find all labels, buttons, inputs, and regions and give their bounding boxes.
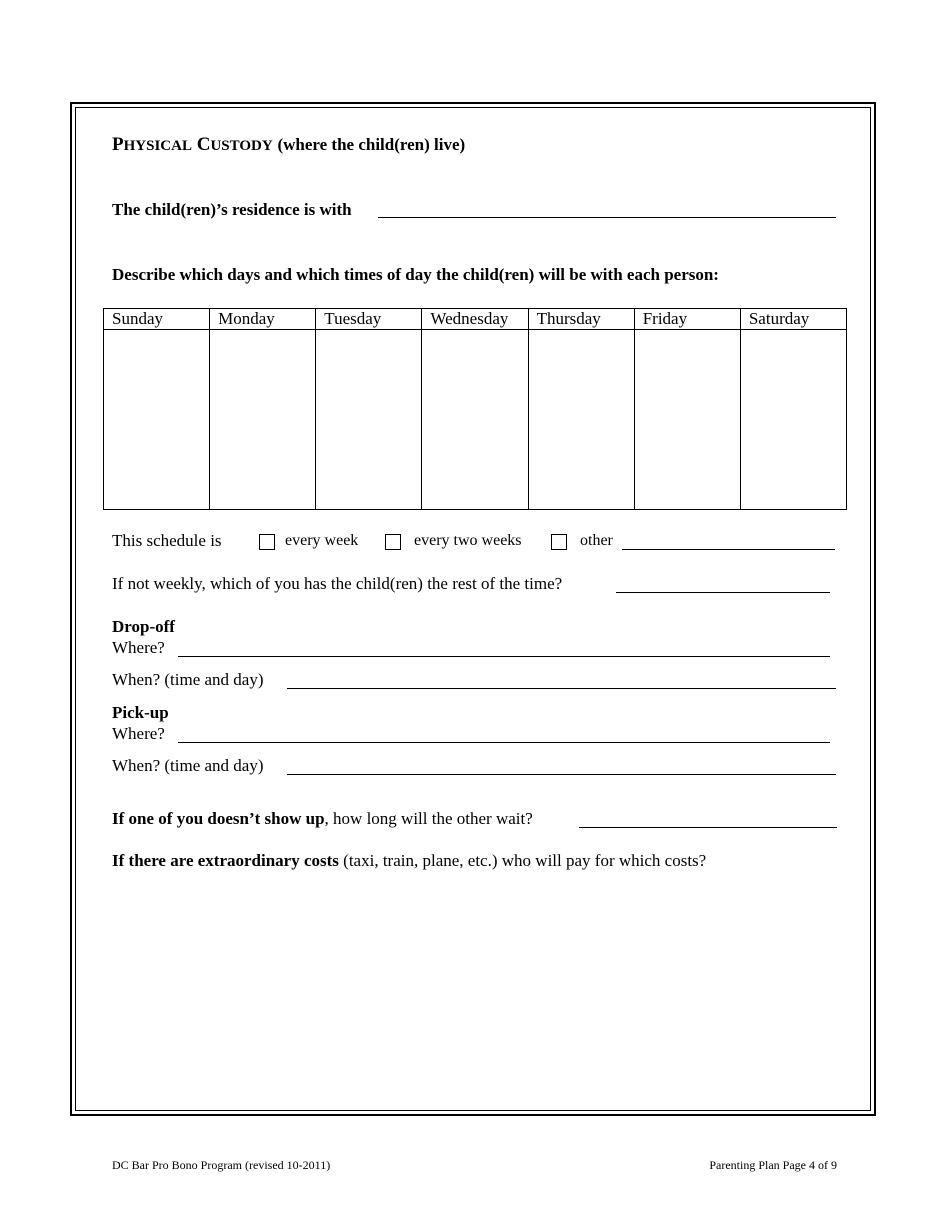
every-week-label: every week <box>285 532 359 549</box>
thursday-cell[interactable] <box>528 330 634 510</box>
costs-bold: If there are extraordinary costs <box>112 851 339 870</box>
not-weekly-label: If not weekly, which of you has the child(ren) the rest of the time? <box>112 574 563 593</box>
residence-label: The child(ren)’s residence is with <box>112 200 352 219</box>
costs-answer-area[interactable] <box>112 880 836 1100</box>
table-header-row <box>104 309 847 330</box>
pickup-title: Pick-up <box>112 703 169 722</box>
pickup-when-label: When? (time and day) <box>112 756 264 775</box>
day-header-sunday: Sunday <box>104 309 210 330</box>
schedule-label: This schedule is <box>112 531 222 550</box>
no-show-question <box>112 809 533 829</box>
no-show-rest: , how long will the other wait? <box>324 809 533 828</box>
day-header-thursday: Thursday <box>528 309 634 330</box>
day-header-friday: Friday <box>634 309 740 330</box>
dropoff-where-label: Where? <box>112 638 165 657</box>
day-header-wednesday: Wednesday <box>422 309 528 330</box>
heading-subtitle: (where the child(ren) live) <box>277 135 466 154</box>
other-checkbox[interactable] <box>551 534 567 550</box>
dropoff-when-label: When? (time and day) <box>112 670 264 689</box>
other-label: other <box>580 532 613 549</box>
monday-cell[interactable] <box>210 330 316 510</box>
heading-smallcaps-2: USTODY <box>210 138 273 154</box>
pickup-where-field[interactable] <box>178 742 830 743</box>
weekly-schedule-table <box>103 308 847 510</box>
sunday-cell[interactable] <box>104 330 210 510</box>
day-header-saturday: Saturday <box>740 309 846 330</box>
residence-field[interactable] <box>378 217 836 218</box>
pickup-when-field[interactable] <box>287 774 836 775</box>
every-two-weeks-label: every two weeks <box>414 532 522 549</box>
dropoff-where-field[interactable] <box>178 656 830 657</box>
no-show-field[interactable] <box>579 827 837 828</box>
describe-label: Describe which days and which times of day the child(ren) will be with each person: <box>112 265 719 284</box>
footer-left: DC Bar Pro Bono Program (revised 10-2011) <box>112 1158 331 1172</box>
saturday-cell[interactable] <box>740 330 846 510</box>
other-field[interactable] <box>622 549 835 550</box>
dropoff-when-field[interactable] <box>287 688 836 689</box>
pickup-where-label: Where? <box>112 724 165 743</box>
dropoff-title: Drop-off <box>112 617 175 636</box>
day-header-monday: Monday <box>210 309 316 330</box>
heading-cap-1: P <box>112 134 124 155</box>
costs-question <box>112 851 706 871</box>
heading-smallcaps-1: HYSICAL <box>123 138 192 154</box>
no-show-bold: If one of you doesn’t show up <box>112 809 325 828</box>
heading-cap-2: C <box>196 134 211 155</box>
every-week-checkbox[interactable] <box>259 534 275 550</box>
every-two-weeks-checkbox[interactable] <box>385 534 401 550</box>
not-weekly-field[interactable] <box>616 592 830 593</box>
day-header-tuesday: Tuesday <box>316 309 422 330</box>
footer-right: Parenting Plan Page 4 of 9 <box>709 1158 837 1172</box>
table-row <box>104 330 847 510</box>
wednesday-cell[interactable] <box>422 330 528 510</box>
section-heading <box>112 134 465 156</box>
friday-cell[interactable] <box>634 330 740 510</box>
costs-rest: (taxi, train, plane, etc.) who will pay for which costs? <box>338 851 707 870</box>
tuesday-cell[interactable] <box>316 330 422 510</box>
